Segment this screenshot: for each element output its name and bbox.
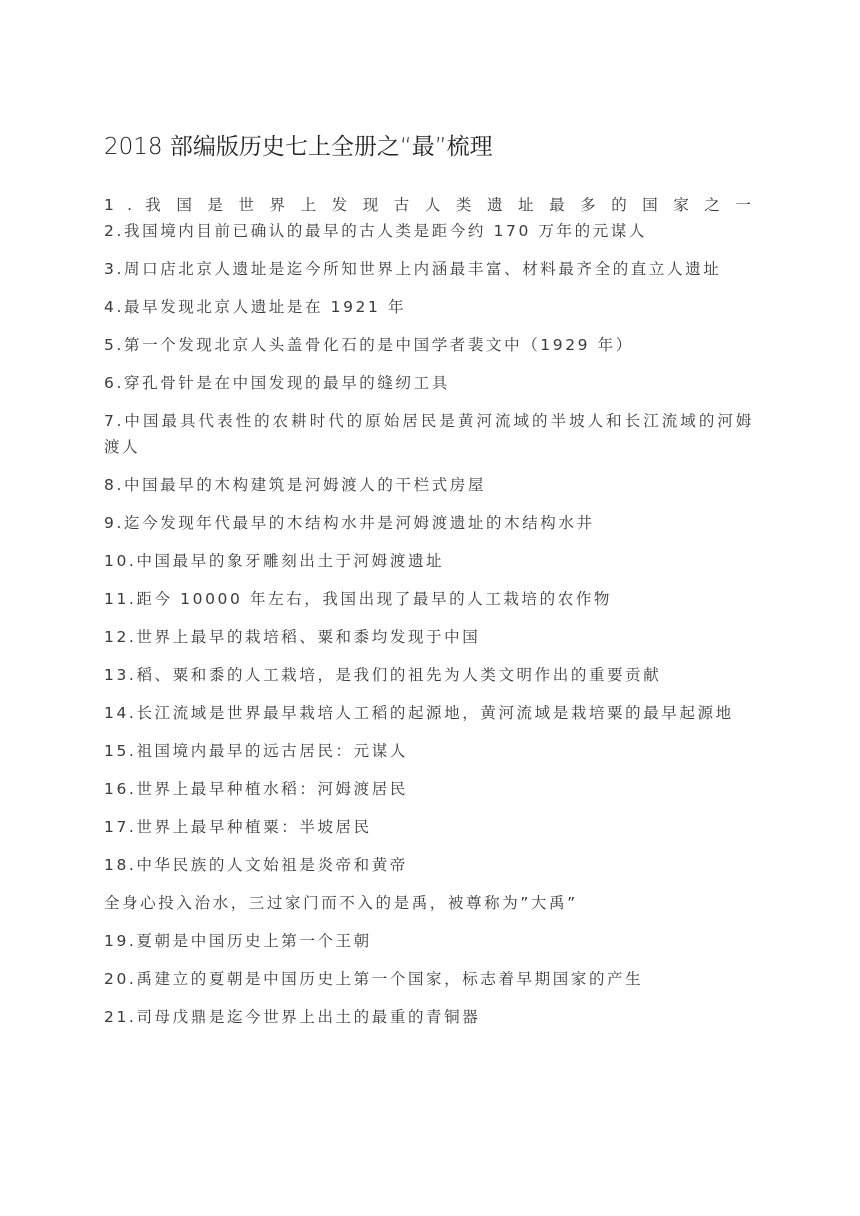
list-item: 1 . 我 国 是 世 界 上 发 现 古 人 类 遗 址 最 多 的 国 家 之 一: [104, 196, 754, 214]
list-item: 15.祖国境内最早的远古居民：元谋人: [104, 742, 408, 760]
list-item: 3.周口店北京人遗址是迄今所知世界上内涵最丰富、材料最齐全的直立人遗址: [104, 260, 722, 278]
list-item: 9.迄今发现年代最早的木结构水井是河姆渡遗址的木结构水井: [104, 514, 595, 532]
list-item: 8.中国最早的木构建筑是河姆渡人的干栏式房屋: [104, 476, 486, 494]
list-item: 4.最早发现北京人遗址是在 1921 年: [104, 298, 407, 316]
list-item: 14.长江流域是世界最早栽培人工稻的起源地，黄河流域是栽培粟的最早起源地: [104, 704, 734, 722]
list-item: 11.距今 10000 年左右，我国出现了最早的人工栽培的农作物: [104, 590, 613, 608]
list-item: 6.穿孔骨针是在中国发现的最早的缝纫工具: [104, 374, 450, 392]
list-item: 10.中国最早的象牙雕刻出土于河姆渡遗址: [104, 552, 445, 570]
list-item: 21.司母戊鼎是迄今世界上出土的最重的青铜器: [104, 1008, 481, 1026]
superlatives-list: [104, 192, 754, 1042]
list-item: 12.世界上最早的栽培稻、粟和黍均发现于中国: [104, 628, 481, 646]
list-item: 5.第一个发现北京人头盖骨化石的是中国学者裴文中（1929 年）: [104, 336, 634, 354]
document-title: 2018 部编版历史七上全册之“最”梳理: [104, 134, 493, 160]
list-item: 20.禹建立的夏朝是中国历史上第一个国家，标志着早期国家的产生: [104, 970, 644, 988]
list-item: 17.世界上最早种植粟：半坡居民: [104, 818, 372, 836]
list-item: 7.中国最具代表性的农耕时代的原始居民是黄河流域的半坡人和长江流域的河姆渡人: [104, 412, 754, 456]
list-item: 13.稻、粟和黍的人工栽培，是我们的祖先为人类文明作出的重要贡献: [104, 666, 662, 684]
list-item: 18.中华民族的人文始祖是炎帝和黄帝: [104, 856, 408, 874]
list-item: 2.我国境内目前已确认的最早的古人类是距今约 170 万年的元谋人: [104, 222, 648, 240]
list-item: 全身心投入治水，三过家门而不入的是禹，被尊称为”大禹”: [104, 894, 578, 912]
list-item: 16.世界上最早种植水稻：河姆渡居民: [104, 780, 408, 798]
list-item: 19.夏朝是中国历史上第一个王朝: [104, 932, 372, 950]
